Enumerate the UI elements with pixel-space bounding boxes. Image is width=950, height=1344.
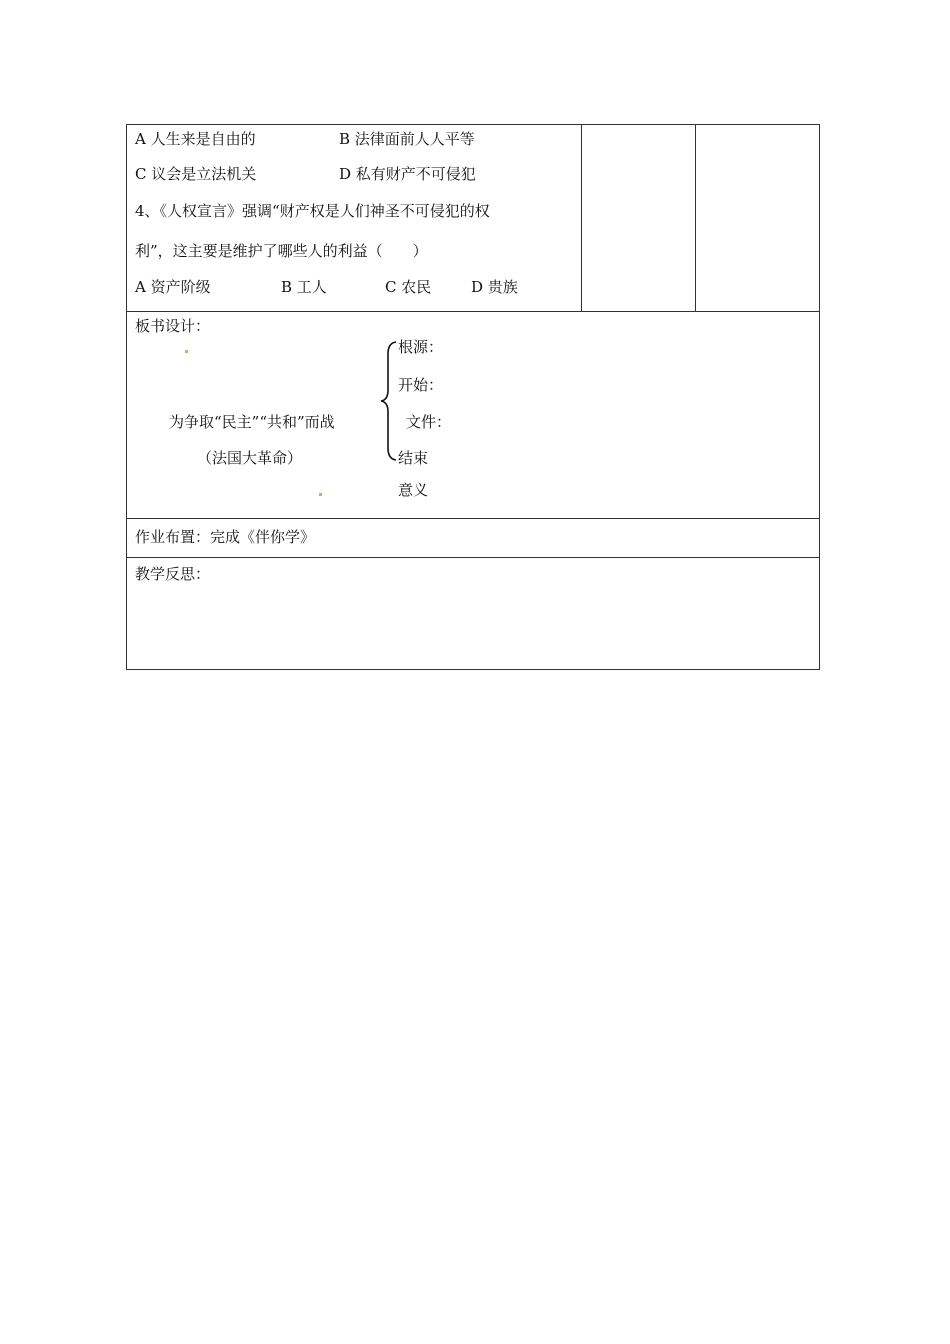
q4-option-b: B 工人 <box>281 278 327 296</box>
board-sub-title: （法国大革命） <box>197 449 303 467</box>
curly-brace-icon <box>379 340 399 462</box>
reflection-row <box>127 558 819 669</box>
board-item-start: 开始： <box>398 376 444 394</box>
board-item-end: 结束 <box>398 449 429 467</box>
reflection-label: 教学反思： <box>135 565 211 583</box>
q3-option-c: C 议会是立法机关 <box>135 165 257 183</box>
board-item-document: 文件： <box>406 413 452 431</box>
q4-option-a: A 资产阶级 <box>135 278 211 296</box>
lesson-table <box>126 124 820 670</box>
column-divider <box>695 125 696 311</box>
board-design-label: 板书设计： <box>135 317 211 335</box>
q3-option-a: A 人生来是自由的 <box>135 130 256 148</box>
board-item-origin: 根源： <box>398 338 444 356</box>
question-row <box>127 125 819 312</box>
homework-text: 作业布置：完成《伴你学》 <box>135 528 316 546</box>
q4-stem-line1: 4、《人权宣言》强调“财产权是人们神圣不可侵犯的权 <box>135 202 490 220</box>
q4-option-d: D 贵族 <box>471 278 518 296</box>
decorative-dot <box>319 493 322 496</box>
q4-option-c: C 农民 <box>385 278 432 296</box>
board-design-row <box>127 312 819 519</box>
board-item-significance: 意义 <box>398 481 429 499</box>
decorative-dot <box>185 350 188 353</box>
homework-row <box>127 519 819 558</box>
column-divider <box>581 125 582 311</box>
q3-option-b: B 法律面前人人平等 <box>339 130 475 148</box>
q4-stem-line2: 利”，这主要是维护了哪些人的利益（ ） <box>135 242 428 260</box>
board-main-title: 为争取“民主”“共和”而战 <box>169 413 335 431</box>
q3-option-d: D 私有财产不可侵犯 <box>339 165 476 183</box>
